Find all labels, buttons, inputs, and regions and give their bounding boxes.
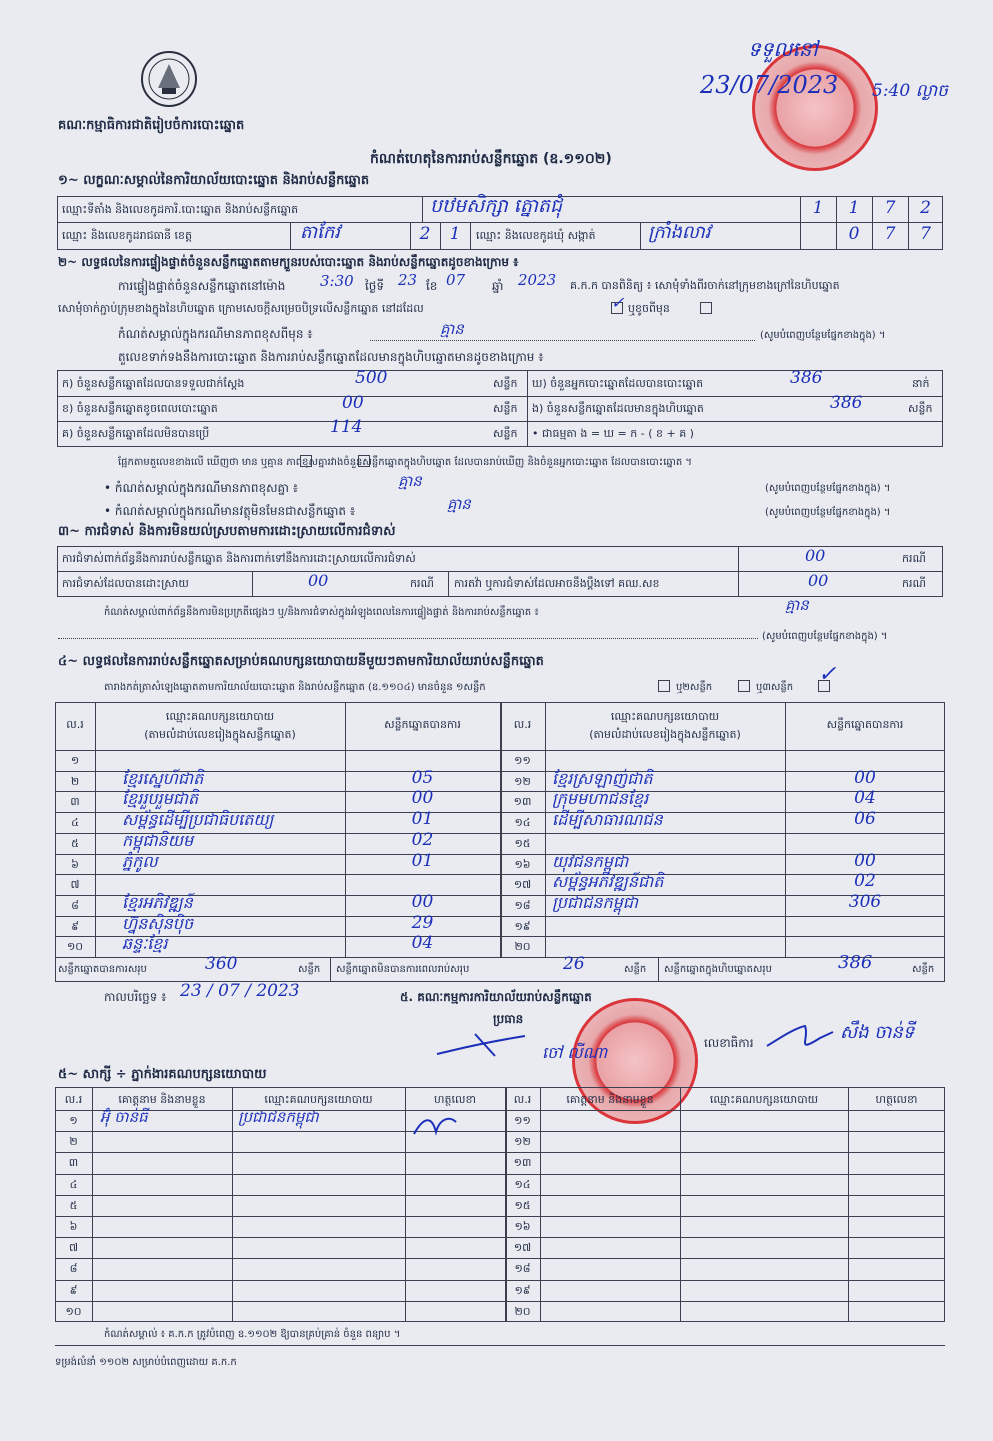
witness-col-sign-left: ហត្ថលេខា [434,1093,476,1106]
witness-row-no: ៩ [69,1283,78,1297]
diff-note-1-label: • កំណត់សម្គាល់ក្នុងករណីមានភាពខុសគ្នា ៖ [104,481,299,495]
section-5-title: ៥~ សាក្សី ÷ ភ្នាក់ងារគណបក្សនយោបាយ [58,1067,267,1082]
result-row-party: ភ្នំកូល [122,851,158,871]
total-box-label: សន្លឹកឆ្នោតក្នុងហិបឆ្នោតសរុប [664,964,772,975]
result-row-party: ឆន្ទៈខ្មែរ [122,934,168,954]
witness-row-no: ១ [69,1114,78,1127]
received-value: 500 [355,368,388,388]
president-signature [435,1030,535,1060]
day-label: ថ្ងៃទី [365,279,385,293]
president-label: ប្រធាន [493,1012,524,1026]
results-col-no-left: ល.រ [66,718,84,731]
station-code-1: 1 [812,198,824,218]
fill-hint: (សូមបំពេញបន្ថែមផ្នែកខាងក្នុង) ។ [760,330,886,341]
irregularities-hint: (សូមបំពេញបន្ថែមផ្នែកខាងក្នុង) ។ [762,631,888,642]
row-divider [55,874,500,875]
result-row-no: ១១ [514,754,531,767]
received-unit: សន្លឹក [493,377,518,390]
result-row-no: ២០ [514,940,531,954]
total-invalid-unit: សន្លឹក [624,964,647,975]
section-2-title: ២~ លទ្ធផលនៃការផ្ទៀងផ្ទាត់ចំនួនសន្លឹកឆ្នោតតាមក្បួនរបស់បោះឆ្នោត និងរាប់សន្លឹកឆ្នោតដូចខាងក្រោម ៖ [58,255,519,269]
result-row-party: សម្ព័ន្ធដើម្បីប្រជាធិបតេយ្យ [122,810,274,830]
result-row-no: ១ [70,754,80,767]
section-4-title: ៤~ លទ្ធផលនៃការរាប់សន្លឹកឆ្នោតសម្រាប់គណបក្សនយោបាយនីមួយៗតាមការិយាល័យរាប់សន្លឹកឆ្នោត [58,654,544,669]
stamp-note: ទទួលនៅ [748,37,818,61]
witness-table [55,1087,945,1322]
witness-col-name-left: គោត្តនាម និងនាមខ្លួន [118,1093,206,1106]
result-row-votes: 00 [411,788,434,809]
verify-time-value: 3:30 [320,272,354,290]
result-row-no: ១៧ [513,878,532,892]
irregularities-value: គ្មាន [785,596,809,614]
secretary-signature [765,1018,835,1058]
unused-value: 114 [330,417,363,437]
unused-label: គ) ចំនួនសន្លឹកឆ្នោតដែលមិនបានប្រើ [62,427,210,440]
results-col-party-right: ឈ្មោះគណបក្សនយោបាយ [610,710,720,723]
spoiled-unit: សន្លឹក [493,402,518,415]
witness-row-no: ៤ [69,1177,78,1191]
three-sheets-check-mark: ✓ [818,662,837,687]
result-row-votes: 29 [411,912,434,933]
one-sheet-checkbox[interactable] [658,680,670,692]
three-sheets-label: ឬ៣សន្លឹក [756,682,794,693]
intact-check-mark: ✓ [611,293,625,312]
witness-row-no: ១៦ [514,1220,531,1233]
row-divider [500,833,945,834]
result-row-votes: 00 [411,891,434,912]
resolved-value: 00 [308,571,329,590]
result-row-no: ១៥ [514,836,531,850]
commune-code-1: 0 [848,224,860,244]
witness-row-no: ២០ [514,1304,531,1318]
witness-row-no: ១៣ [513,1156,532,1170]
result-row-votes: 01 [411,809,434,830]
station-code-2: 1 [848,198,860,218]
result-row-votes: 06 [854,809,876,830]
commune-value: ក្រាំងលាវ [648,222,711,243]
witness-row-no: ១៩ [514,1283,531,1297]
secretary-label: លេខាធិការ [704,1036,754,1050]
tally-sheets-text: តារាងកត់ត្រាសំឡេងឆ្នោតតាមការិយាល័យបោះឆ្នោត និងរាប់សន្លឹកឆ្នោត (ឧ.១១០៤) មានចំនួន ១សន្លឹក [104,682,486,693]
witness-col-no-left: ល.រ [64,1093,83,1106]
witness-row-divider [55,1131,945,1132]
witness-row-no: ១០ [65,1304,82,1318]
difference-statement: ផ្អែកតាមតួលេខខាងលើ ឃើញថា មាន ឬគ្មាន ភាពខុសគ្នារវាងចំនួនសន្លឹកឆ្នោតក្នុងហិបឆ្នោត ដែលបានរាប់ឃើញ និងចំនួនអ្នកបោះឆ្នោត ដែលបានបោះឆ្នោត ។ [118,457,693,468]
has-diff-checkbox[interactable] [300,455,312,467]
month-value: 07 [446,271,466,289]
result-row-votes: 02 [854,871,876,892]
unused-unit: សន្លឹក [493,427,518,440]
results-col-party-right-sub: (តាមលំដាប់លេខរៀងក្នុងសន្លឹកឆ្នោត) [589,728,741,741]
appeal-unit: ករណី [902,577,926,590]
witness-row-no: ២ [69,1135,78,1149]
result-row-no: ១៦ [514,857,531,871]
province-code-2: 1 [449,224,461,244]
result-row-votes: 05 [411,767,434,788]
witness-row-divider [55,1152,945,1153]
voters-label: ឃ) ចំនួនអ្នកបោះឆ្នោតដែលបានបោះឆ្នោត [532,377,704,390]
witness-row-party: ប្រជាជនកម្ពុជា [238,1108,319,1126]
appeal-value: 00 [808,571,829,590]
resolved-label: ការជំទាស់ដែលបានដោះស្រាយ [62,577,189,590]
result-row-votes: 01 [411,850,434,871]
stamp-date: 23/07/2023 [700,71,839,99]
witness-row-divider [55,1280,945,1281]
witness-row-divider [55,1216,945,1217]
results-col-party-left-sub: (តាមលំដាប់លេខរៀងក្នុងសន្លឹកឆ្នោត) [144,728,296,741]
results-col-votes-right: សន្លឹកឆ្នោតបានការ [826,718,904,731]
result-row-votes: 04 [411,933,434,954]
footer-note: កំណត់សម្គាល់ ៖ គ.ក.ក ត្រូវបំពេញ ឧ.១១០២ ឱ្យបានគ្រប់គ្រាន់ ចំនួន ពន្យាប ។ [104,1329,401,1340]
results-col-no-right: ល.រ [513,718,532,731]
province-value: តាកែវ [300,222,340,243]
witness-row-name: អ៊ុំ ចាន់ធី [100,1108,148,1126]
witness-row-no: ១១ [514,1114,531,1127]
president-name: ចៅ លីណា [542,1043,608,1062]
counts-intro: តួលេខទាក់ទងនឹងការបោះឆ្នោត និងការរាប់សន្លឹកឆ្នោតដែលមានក្នុងហិបឆ្នោតមានដូចខាងក្រោម ៖ [118,350,544,364]
counting-committee-label: ៥. គណៈកម្មការការិយាល័យរាប់សន្លឹកឆ្នោត [400,990,592,1004]
result-row-no: ២ [70,774,80,788]
formula: • ជាធម្មតា ង = ឃ = ក - ( ខ + គ ) [532,427,694,440]
two-sheets-label: ឬ២សន្លឹក [676,682,713,693]
witness-row-no: ៦ [69,1220,78,1233]
committee-name: គណៈកម្មាធិការជាតិរៀបចំការបោះឆ្នោត [58,118,245,133]
result-row-no: ៤ [71,816,79,830]
receipt-stamp [752,45,878,171]
in-box-unit: សន្លឹក [908,402,933,415]
result-row-votes: 02 [411,829,434,850]
commune-code-3: 7 [920,224,931,244]
form-title: កំណត់ហេតុនៃការរាប់សន្លឹកឆ្នោត (ឧ.១១០២) [370,151,612,167]
nec-emblem-icon [140,48,198,110]
witness-col-party-right: ឈ្មោះគណបក្សនយោបាយ [709,1093,819,1106]
witness-row-no: ៨ [69,1262,78,1276]
witness-col-no-right: ល.រ [513,1093,532,1106]
total-invalid-label: សន្លឹកឆ្នោតមិនបានការពេលរាប់សរុប [336,964,470,975]
result-row-no: ៦ [71,857,79,871]
witness-row-no: ៥ [69,1198,78,1212]
witness-row-divider [55,1174,945,1175]
objection-count-value: 00 [805,546,826,565]
result-row-party: ដើម្បីសាធារណជន [552,810,663,830]
row-divider [500,916,945,917]
province-label: ឈ្មោះ និងលេខកូដរាជធានី ខេត្ត [62,229,192,242]
results-col-party-left: ឈ្មោះគណបក្សនយោបាយ [165,710,275,723]
witness-row-no: ៣ [68,1156,79,1170]
witness-row-divider [55,1237,945,1238]
commune-code-2: 7 [884,224,896,244]
witness-row-divider [55,1195,945,1196]
province-code-1: 2 [419,224,431,244]
results-col-votes-left: សន្លឹកឆ្នោតបានការ [384,718,461,731]
result-row-no: ១៨ [514,898,531,912]
damaged-label: ឬខូចពីមុន [628,302,670,315]
stamp-time: 5:40 ល្ងាច [872,81,948,101]
diff-note-2-label: • កំណត់សម្គាល់ក្នុងករណីមានវត្ថុមិនមែនជាសន្លឹកឆ្នោត ៖ [104,504,356,518]
diff-note-label: កំណត់សម្គាល់ក្នុងករណីមានភាពខុសពីមុន ៖ [118,327,313,341]
witness-row-no: ១៧ [513,1241,532,1255]
damaged-checkbox[interactable] [700,302,712,314]
witness-row-no: ១៤ [514,1177,531,1191]
no-diff-checkbox[interactable] [358,455,370,467]
resolved-unit: ករណី [410,577,434,590]
date-label: កាលបរិច្ឆេទ ៖ [104,990,167,1004]
result-row-no: ១៣ [513,795,532,809]
in-box-label: ង) ចំនួនសន្លឹកឆ្នោតដែលមានក្នុងហិបឆ្នោត [532,402,704,415]
spoiled-label: ខ) ចំនួនសន្លឹកឆ្នោតខូចពេលបោះឆ្នោត [62,402,218,415]
result-row-party: ហ្វ៊ុនស៊ិនប៉ិច [122,913,194,933]
irregularities-label: កំណត់សម្គាល់ពាក់ព័ន្ធនឹងការមិនប្រក្រតីផ្សេងៗ ឬ/និងការជំទាស់ក្នុងអំឡុងពេលនៃការផ្ទៀងផ្ទាត់ និងការរាប់សន្លឹកឆ្នោត ៖ [104,607,539,618]
witness-col-name-right: គោត្តនាម និងនាមខ្លួន [566,1093,654,1106]
result-row-no: ១៤ [514,816,531,830]
verify-line-1: គ.ក.ក បានពិនិត្យ ៖ សោមុំទាំងពីរចាក់នៅក្រុមខាងក្រៅនៃហិបឆ្នោត [570,279,840,292]
witness-row-no: ១៥ [514,1198,531,1212]
result-row-votes: 306 [848,891,882,912]
total-invalid-value: 26 [563,954,585,974]
result-row-party: ខ្មែរស្រឡាញ់ជាតិ [552,768,653,788]
section-3-title: ៣~ ការជំទាស់ និងការមិនយល់ស្របតាមការដោះស្រាយលើការជំទាស់ [58,524,396,539]
result-row-no: ៣ [70,795,80,809]
witness-row-no: ៧ [68,1241,79,1255]
result-row-party: យុវជនកម្ពុជា [552,851,629,871]
row-divider [500,936,945,937]
month-label: ខែ [426,279,438,293]
form-template-note: ទម្រង់លំនាំ ១១០២ សម្រាប់បំពេញដោយ គ.ក.ក [55,1357,237,1368]
secretary-name: សឹង ចាន់ទី [840,1022,915,1043]
two-sheets-checkbox[interactable] [738,680,750,692]
result-row-no: ៥ [71,836,79,850]
result-row-no: ១២ [514,774,531,788]
diff-note-value: គ្មាន [440,320,464,338]
commune-label: ឈ្មោះ និងលេខកូដឃុំ សង្កាត់ [476,229,596,242]
section-1-title: ១~ លក្ខណៈសម្គាល់នៃការិយាល័យបោះឆ្នោត និងរាប់សន្លឹកឆ្នោត [58,173,370,188]
station-code-3: 7 [884,198,896,218]
result-row-no: ៧ [70,878,80,892]
total-valid-value: 360 [205,954,238,974]
diff-note-1-value: គ្មាន [398,472,422,490]
result-row-no: ១០ [66,940,84,954]
received-label: ក) ចំនួនសន្លឹកឆ្នោតដែលបានទទួលជាក់ស្តែង [62,377,245,390]
witness-row-divider [55,1258,945,1259]
result-row-votes: 04 [854,788,876,809]
result-row-party: ខ្មែររួបរួមជាតិ [122,789,199,809]
result-row-party: កម្ពុជានិយម [122,830,194,850]
voters-value: 386 [790,368,823,388]
diff-note-2-value: គ្មាន [447,495,471,513]
year-value: 2023 [518,271,557,289]
result-row-no: ១៩ [514,919,531,933]
witness-row-divider [55,1301,945,1302]
witness-row-no: ១៨ [514,1262,531,1276]
result-row-no: ៩ [71,919,79,933]
date-value: 23 / 07 / 2023 [180,981,300,1001]
polling-station-label: ឈ្មោះទីតាំង និងលេខកូដការិ.បោះឆ្នោត និងរាប់សន្លឹកឆ្នោត [62,203,299,216]
total-box-unit: សន្លឹក [912,964,935,975]
station-code-4: 2 [920,198,931,218]
voters-unit: នាក់ [912,377,930,390]
result-row-votes: 00 [854,767,876,788]
result-row-party: ប្រជាជនកម្ពុជា [552,892,639,912]
result-row-votes: 00 [854,850,876,871]
witness-row-no: ១២ [514,1135,531,1149]
result-row-party: សម្ព័ន្ធអភិវឌ្ឍន៍ជាតិ [552,872,664,892]
objection-count-unit: ករណី [902,552,926,565]
in-box-value: 386 [830,393,863,413]
result-row-party: ខ្មែរអភិវឌ្ឍន៍ [122,892,193,912]
total-box-value: 386 [838,952,873,973]
day-value: 23 [398,271,418,289]
witness-col-party-left: ឈ្មោះគណបក្សនយោបាយ [264,1093,373,1106]
result-row-no: ៨ [71,898,79,912]
result-row-party: ក្រុមមហាជនខ្មែរ [552,789,649,809]
total-valid-unit: សន្លឹក [298,964,321,975]
objection-count-label: ការជំទាស់ពាក់ព័ន្ធនឹងការរាប់សន្លឹកឆ្នោត និងការពាក់ទៅនឹងការដោះស្រាយលើការជំទាស់ [62,552,416,565]
result-row-party: ខ្មែរស្នេហ៍ជាតិ [122,768,204,788]
diff-note-2-hint: (សូមបំពេញបន្ថែមផ្នែកខាងក្នុង) ។ [765,507,891,518]
spoiled-value: 00 [342,393,364,413]
appeal-label: ការតវ៉ា ឬការជំទាស់ដែលអាចនឹងប្តឹងទៅ គឈ.សខ [454,577,660,590]
total-valid-label: សន្លឹកឆ្នោតបានការសរុប [58,964,147,975]
witness-col-sign-right: ហត្ថលេខា [875,1093,918,1106]
polling-station-value: បឋមសិក្សា ត្នោតជុំ [430,195,563,217]
witness-1-signature [410,1112,460,1140]
diff-note-1-hint: (សូមបំពេញបន្ថែមផ្នែកខាងក្នុង) ។ [765,483,891,494]
verify-time-label: ការផ្ទៀងផ្ទាត់ចំនួនសន្លឹកឆ្នោតនៅម៉ោង [118,279,286,293]
year-label: ឆ្នាំ [492,279,504,293]
verify-line-2: សោមុំចាក់ភ្ជាប់ក្រុមខាងក្នុងនៃហិបឆ្នោត ក្រោមសេចក្តីសម្រេចបិទ្រលើសន្លឹកឆ្នោត នៅដដែល [58,302,424,315]
